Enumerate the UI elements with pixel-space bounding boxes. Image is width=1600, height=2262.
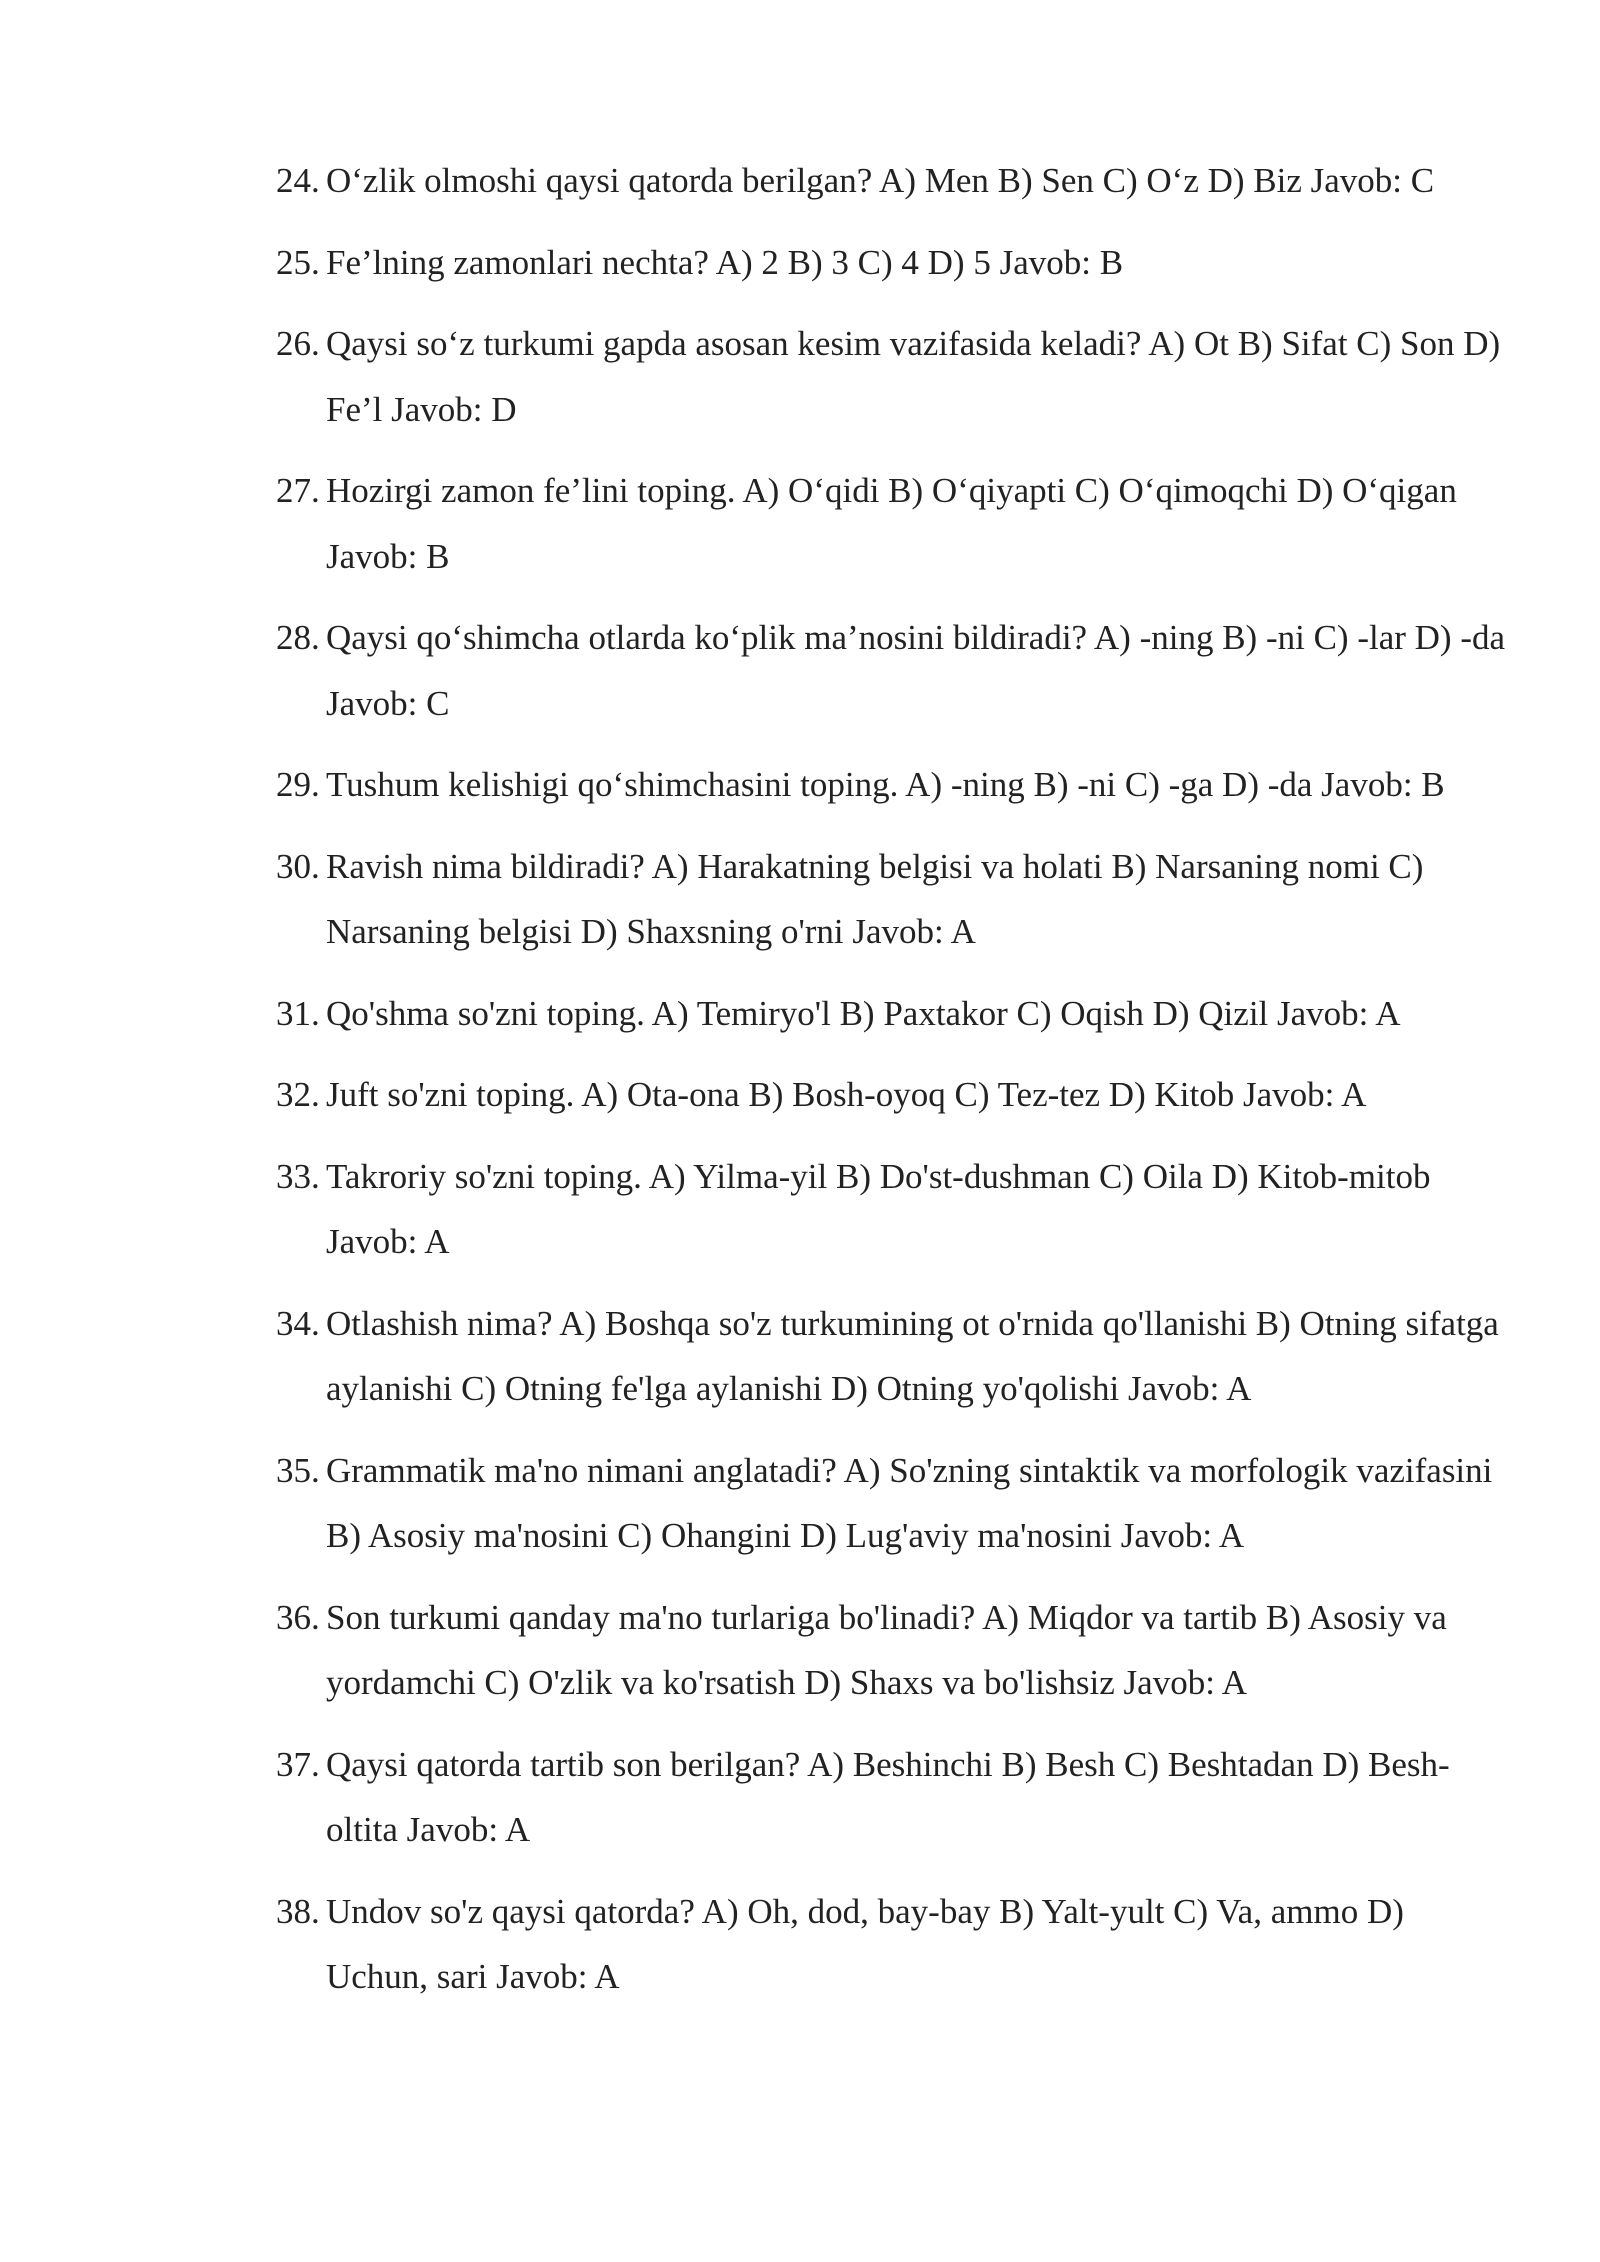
question-text: O‘zlik olmoshi qaysi qatorda berilgan? A) Men B) Sen C) O‘z D) Biz Javob: C	[326, 161, 1435, 200]
question-item	[276, 605, 1506, 736]
question-text: Qo'shma so'zni toping. A) Temiryo'l B) Paxtakor C) Oqish D) Qizil Javob: A	[326, 993, 1401, 1033]
question-number: 32.	[276, 1075, 320, 1114]
question-number: 30.	[276, 846, 320, 886]
question-item	[276, 311, 1506, 442]
question-item	[276, 834, 1506, 965]
question-text: Qaysi qo‘shimcha otlarda ko‘plik ma’nosini bildiradi? A) -ning B) -ni C) -lar D) -da Javob: C	[326, 618, 1506, 723]
question-number: 35.	[276, 1450, 320, 1490]
question-number: 24.	[276, 161, 320, 200]
question-text: Grammatik ma'no nimani anglatadi? A) So'zning sintaktik va morfologik vazifasini B) Asosiy ma'nosini C) Ohangini D) Lug'aviy ma'nosini Javob: A	[326, 1450, 1493, 1555]
question-text: Undov so'z qaysi qatorda? A) Oh, dod, bay-bay B) Yalt-yult C) Va, ammo D) Uchun, sari Javob: A	[326, 1891, 1404, 1996]
question-item	[276, 1585, 1506, 1716]
question-number: 28.	[276, 618, 320, 657]
question-number: 38.	[276, 1891, 320, 1931]
question-number: 36.	[276, 1597, 320, 1637]
question-number: 25.	[276, 242, 320, 282]
question-list	[276, 148, 1506, 2026]
question-item	[276, 458, 1506, 589]
question-number: 34.	[276, 1303, 320, 1343]
question-text: Tushum kelishigi qo‘shimchasini toping. A) -ning B) -ni C) -ga D) -da Javob: B	[326, 765, 1445, 804]
question-item	[276, 1879, 1506, 2010]
question-text: Qaysi qatorda tartib son berilgan? A) Beshinchi B) Besh C) Beshtadan D) Besh-oltita Javob: A	[326, 1744, 1450, 1849]
question-text: Takroriy so'zni toping. A) Yilma-yil B) Do'st-dushman C) Oila D) Kitob-mitob Javob: A	[326, 1156, 1431, 1261]
question-text: Son turkumi qanday ma'no turlariga bo'linadi? A) Miqdor va tartib B) Asosiy va yordamchi C) O'zlik va ko'rsatish D) Shaxs va bo'lishsiz Javob: A	[326, 1597, 1447, 1702]
question-text: Hozirgi zamon fe’lini toping. A) O‘qidi B) O‘qiyapti C) O‘qimoqchi D) O‘qigan Javob: B	[326, 471, 1457, 576]
question-item	[276, 148, 1506, 214]
question-number: 27.	[276, 471, 320, 510]
question-text: Otlashish nima? A) Boshqa so'z turkumining ot o'rnida qo'llanishi B) Otning sifatga aylanishi C) Otning fe'lga aylanishi D) Otning yo'qolishi Javob: A	[326, 1303, 1499, 1408]
question-number: 37.	[276, 1744, 320, 1784]
question-item	[276, 1144, 1506, 1275]
question-item	[276, 1291, 1506, 1422]
question-text: Qaysi so‘z turkumi gapda asosan kesim vazifasida keladi? A) Ot B) Sifat C) Son D) Fe’l Javob: D	[326, 324, 1501, 429]
question-item	[276, 1732, 1506, 1863]
question-text: Fe’lning zamonlari nechta? A) 2 B) 3 C) 4 D) 5 Javob: B	[326, 242, 1124, 282]
question-item	[276, 1062, 1506, 1128]
question-number: 33.	[276, 1156, 320, 1196]
question-item	[276, 1438, 1506, 1569]
question-number: 29.	[276, 765, 320, 804]
question-item	[276, 230, 1506, 296]
question-item	[276, 981, 1506, 1047]
question-text: Ravish nima bildiradi? A) Harakatning belgisi va holati B) Narsaning nomi C) Narsaning belgisi D) Shaxsning o'rni Javob: A	[326, 846, 1424, 951]
question-item	[276, 752, 1506, 818]
question-number: 26.	[276, 324, 320, 363]
question-text: Juft so'zni toping. A) Ota-ona B) Bosh-oyoq C) Tez-tez D) Kitob Javob: A	[326, 1075, 1367, 1114]
question-number: 31.	[276, 993, 320, 1033]
